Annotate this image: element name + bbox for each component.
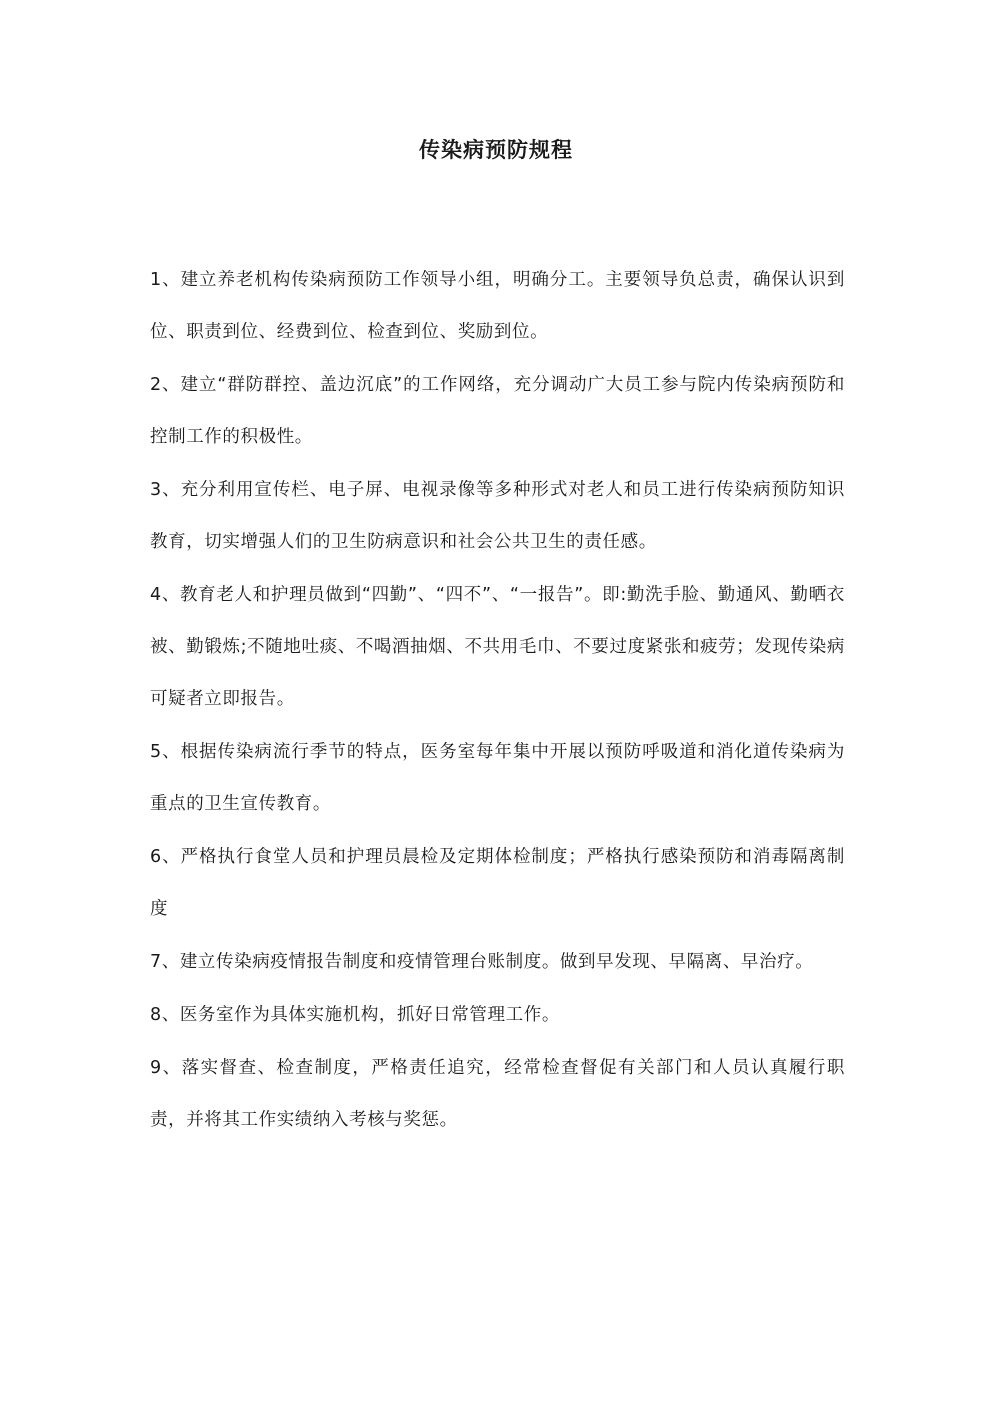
rule-item-8: 8、医务室作为具体实施机构，抓好日常管理工作。 <box>150 1005 560 1025</box>
rule-list <box>150 254 845 1147</box>
rule-item-6: 6、严格执行食堂人员和护理员晨检及定期体检制度；严格执行感染预防和消毒隔离制度 <box>150 847 845 919</box>
rule-item-1: 1、建立养老机构传染病预防工作领导小组，明确分工。主要领导负总责，确保认识到位、职责到位、经费到位、检查到位、奖励到位。 <box>150 270 845 342</box>
rule-item-3: 3、充分利用宣传栏、电子屏、电视录像等多种形式对老人和员工进行传染病预防知识教育，切实增强人们的卫生防病意识和社会公共卫生的责任感。 <box>150 480 845 552</box>
document-title: 传染病预防规程 <box>419 138 573 162</box>
rule-item-9: 9、落实督查、检查制度，严格责任追究，经常检查督促有关部门和人员认真履行职责，并将其工作实绩纳入考核与奖惩。 <box>150 1058 845 1130</box>
rule-item-7: 7、建立传染病疫情报告制度和疫情管理台账制度。做到早发现、早隔离、早治疗。 <box>150 952 814 972</box>
rule-item-5: 5、根据传染病流行季节的特点，医务室每年集中开展以预防呼吸道和消化道传染病为重点的卫生宣传教育。 <box>150 742 845 814</box>
rule-item-2: 2、建立“群防群控、盖边沉底”的工作网络，充分调动广大员工参与院内传染病预防和控制工作的积极性。 <box>150 375 845 447</box>
rule-item-4: 4、教育老人和护理员做到“四勤”、“四不”、“一报告”。即:勤洗手脸、勤通风、勤晒衣被、勤锻炼;不随地吐痰、不喝酒抽烟、不共用毛巾、不要过度紧张和疲劳；发现传染病可疑者立即报告。 <box>150 585 845 709</box>
